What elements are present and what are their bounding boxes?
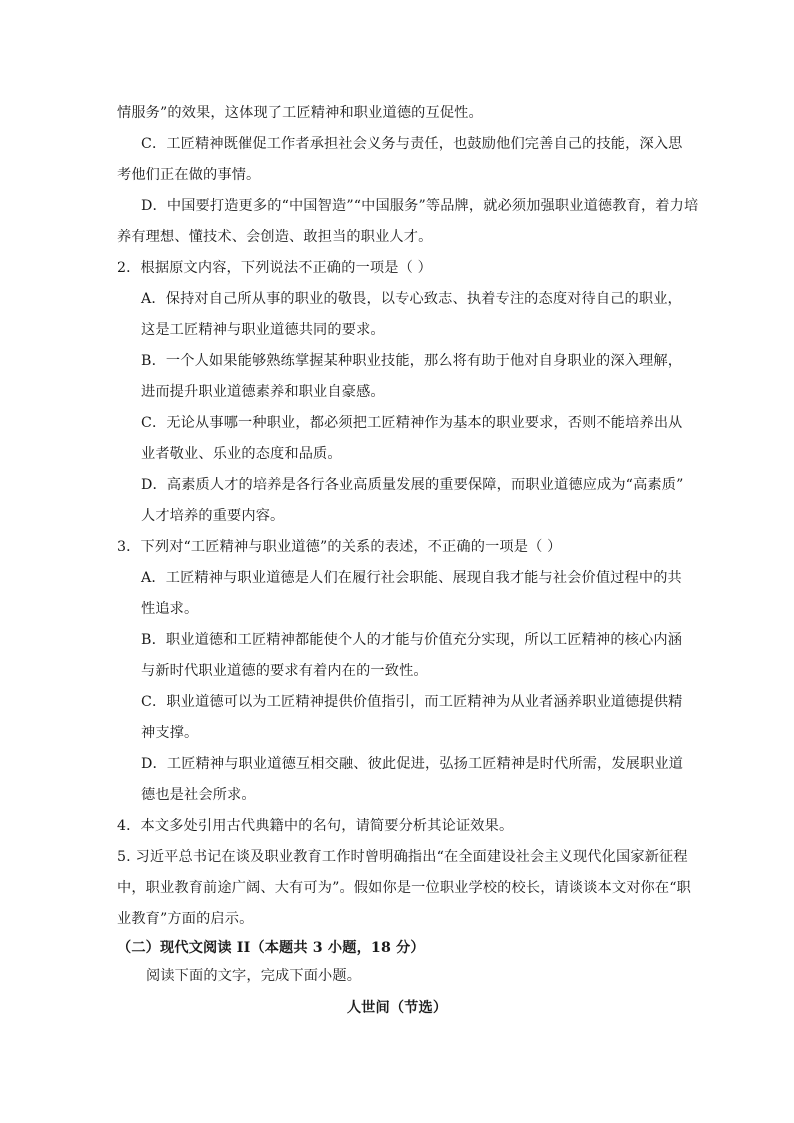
option-a-line: A．工匠精神与职业道德是人们在履行社会职能、展现自我才能与社会价值过程中的共: [141, 570, 682, 586]
option-d-line: D．工匠精神与职业道德互相交融、彼此促进，弘扬工匠精神是时代所需，发展职业道: [141, 756, 684, 772]
option-d-line: D．高素质人才的培养是各行各业高质量发展的重要保障，而职业道德应成为“高素质”: [141, 477, 684, 493]
reading-instruction: 阅读下面的文字，完成下面小题。: [146, 968, 362, 984]
question-5: 5. 习近平总书记在谈及职业教育工作时曾明确指出“在全面建设社会主义现代化国家新征程: [117, 849, 688, 865]
text-line: 这是工匠精神与职业道德共同的要求。: [141, 322, 385, 338]
question-4: 4．本文多处引用古代典籍中的名句，请简要分析其论证效果。: [117, 818, 514, 834]
text-line: 养有理想、懂技术、会创造、敢担当的职业人才。: [117, 229, 433, 245]
text-line: 与新时代职业道德的要求有着内在的一致性。: [141, 663, 428, 679]
text-line: 业者敬业、乐业的态度和品质。: [141, 446, 342, 462]
option-b-line: B．一个人如果能够熟练掌握某种职业技能，那么将有助于他对自身职业的深入理解，: [141, 353, 683, 369]
text-line: 考他们正在做的事情。: [117, 167, 261, 183]
text-line: 性追求。: [141, 601, 199, 617]
question-2: 2．根据原文内容，下列说法不正确的一项是（ ）: [117, 260, 432, 276]
option-c-line: C．工匠精神既催促工作者承担社会义务与责任，也鼓励他们完善自己的技能，深入思: [141, 136, 683, 152]
option-b-line: B．职业道德和工匠精神都能使个人的才能与价值充分实现，所以工匠精神的核心内涵: [141, 632, 683, 648]
text-line: 人才培养的重要内容。: [141, 508, 285, 524]
text-line: 情服务”的效果，这体现了工匠精神和职业道德的互促性。: [117, 105, 483, 121]
option-d-line: D．中国要打造更多的“中国智造”“中国服务”等品牌，就必须加强职业道德教育，着力培: [141, 198, 699, 214]
question-3: 3．下列对“工匠精神与职业道德”的关系的表述，不正确的一项是（ ）: [117, 539, 562, 555]
option-a-line: A．保持对自己所从事的职业的敬畏，以专心致志、执着专注的态度对待自己的职业，: [141, 291, 682, 307]
text-line: 神支撑。: [141, 725, 199, 741]
option-c-line: C．无论从事哪一种职业，都必须把工匠精神作为基本的职业要求，否则不能培养出从: [141, 415, 683, 431]
passage-title: 人世间（节选）: [346, 1000, 448, 1016]
text-line: 中，职业教育前途广阔、大有可为”。假如你是一位职业学校的校长，请谈谈本文对你在“职: [117, 880, 691, 896]
text-line: 业教育”方面的启示。: [117, 911, 254, 927]
text-line: 德也是社会所求。: [141, 787, 256, 803]
section-heading: （二）现代文阅读 II（本题共 3 小题，18 分）: [117, 940, 425, 956]
text-line: 进而提升职业道德素养和职业自豪感。: [141, 384, 385, 400]
option-c-line: C．职业道德可以为工匠精神提供价值指引，而工匠精神为从业者涵养职业道德提供精: [141, 694, 683, 710]
